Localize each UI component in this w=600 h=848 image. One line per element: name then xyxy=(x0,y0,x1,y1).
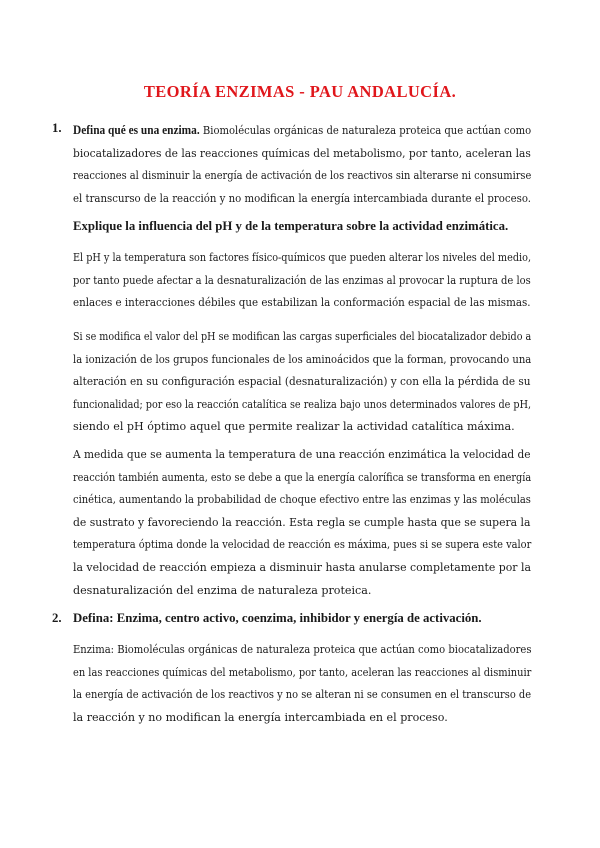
temperature-paragraph xyxy=(73,444,532,602)
text-line: Si se modifica el valor del pH se modifican las cargas superficiales del biocatalizador debido a xyxy=(73,330,532,343)
text-line: reacción también aumenta, esto se debe a que la energía calorífica se transforma en energía xyxy=(73,470,532,484)
text-line: temperatura óptima donde la velocidad de reacción es máxima, pues si se supera este valor xyxy=(73,538,532,552)
text-line: de sustrato y favoreciendo la reacción. Esta regla se cumple hasta que se supera la xyxy=(73,515,531,529)
section-2-number: 2. xyxy=(52,611,62,625)
text-line: El pH y la temperatura son factores físico-químicos que pueden alterar los niveles del medio, xyxy=(73,251,532,264)
text-line: A medida que se aumenta la temperatura de una reacción enzimática la velocidad de xyxy=(73,448,531,461)
text-line: funcionalidad; por eso la reacción catalítica se realiza bajo unos determinados valores de pH, xyxy=(73,397,532,411)
text-line: por tanto puede afectar a la desnaturalización de las enzimas al provocar la ruptura de los xyxy=(73,273,531,287)
ph-paragraph-2 xyxy=(73,326,532,439)
text-line: biocatalizadores de las reacciones químicas del metabolismo, por tanto, aceleran las xyxy=(73,146,531,160)
section-1-subheading: Explique la influencia del pH y de la temperatura sobre la actividad enzimática. xyxy=(73,219,509,233)
section-2-heading: Defina: Enzima, centro activo, coenzima, inhibidor y energía de activación. xyxy=(73,611,482,625)
section-1-lead: Defina qué es una enzima. xyxy=(73,123,200,137)
text-line: siendo el pH óptimo aquel que permite realizar la actividad catalítica máxima. xyxy=(73,420,515,434)
section-1-line-1-text: Biomoléculas orgánicas de naturaleza proteica que actúan como xyxy=(199,124,532,137)
ph-paragraph-1 xyxy=(73,247,532,315)
text-line: el transcurso de la reacción y no modifican la energía intercambiada durante el proceso. xyxy=(73,191,531,205)
text-line: cinética, aumentando la probabilidad de choque efectivo entre las enzimas y las moléculas xyxy=(73,493,531,507)
text-line: la reacción y no modifican la energía intercambiada en el proceso. xyxy=(73,710,448,724)
text-line: desnaturalización del enzima de naturaleza proteica. xyxy=(73,583,372,597)
text-line: en las reacciones químicas del metabolismo, por tanto, aceleran las reacciones al disminuir xyxy=(73,665,532,679)
section-1-number: 1. xyxy=(52,121,62,135)
text-line: Enzima: Biomoléculas orgánicas de naturaleza proteica que actúan como biocatalizadores xyxy=(73,643,532,656)
text-line: alteración en su configuración espacial (desnaturalización) y con ella la pérdida de su xyxy=(73,375,531,389)
section-1-answer xyxy=(73,119,532,210)
section-1-line-1 xyxy=(73,119,532,143)
text-line: la ionización de los grupos funcionales de los aminoácidos que la forman, provocando una xyxy=(73,352,532,366)
text-line: enlaces e interacciones débiles que estabilizan la conformación espacial de las mismas. xyxy=(73,296,531,310)
text-line: la energía de activación de los reactivos y no se alteran ni se consumen en el transcurso de xyxy=(73,688,532,702)
enzima-definition xyxy=(73,639,532,729)
text-line: la velocidad de reacción empieza a disminuir hasta anularse completamente por la xyxy=(73,560,531,574)
text-line: reacciones al disminuir la energía de activación de los reactivos sin alterarse ni consumirse xyxy=(73,169,532,183)
page-title: TEORÍA ENZIMAS - PAU ANDALUCÍA. xyxy=(143,82,457,101)
